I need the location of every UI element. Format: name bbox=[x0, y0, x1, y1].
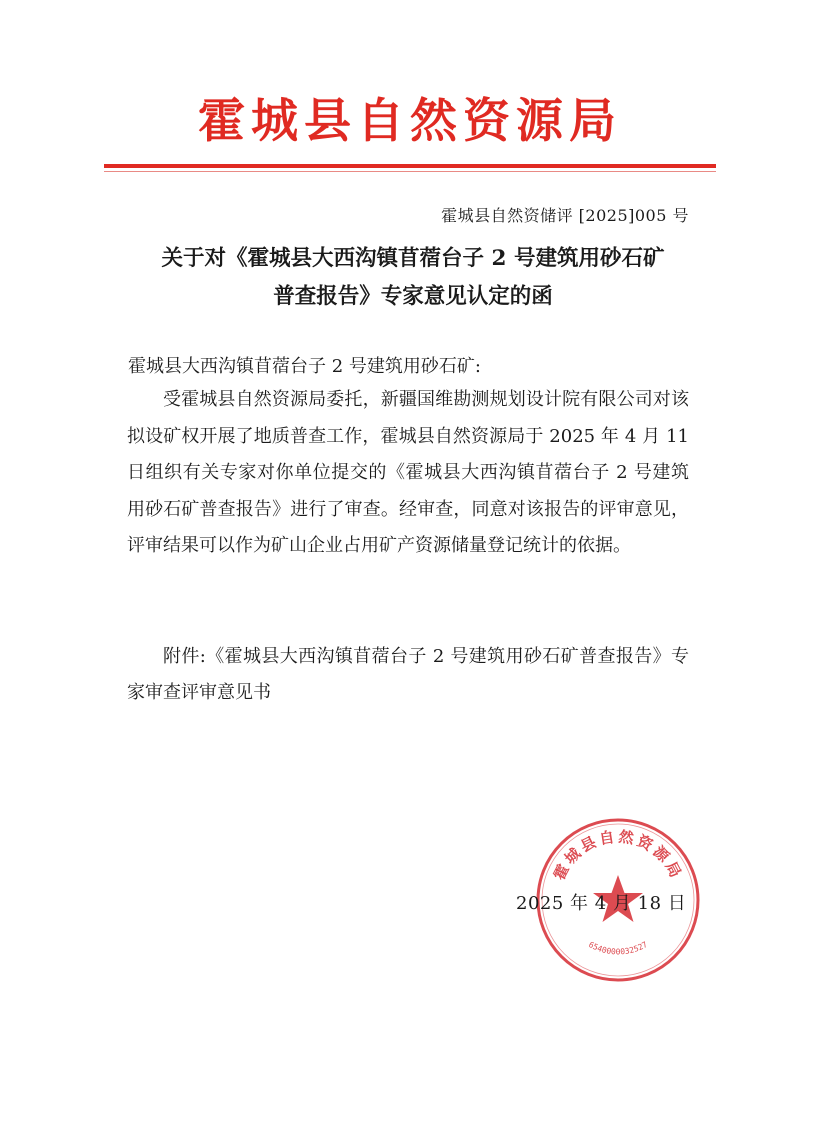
salutation: 霍城县大西沟镇苜蓿台子 2 号建筑用砂石矿: bbox=[128, 356, 481, 377]
document-number: 霍城县自然资储评 [2025]005 号 bbox=[441, 206, 689, 225]
document-title-line-1: 关于对《霍城县大西沟镇苜蓿台子 2 号建筑用砂石矿 bbox=[161, 246, 665, 271]
document-date: 2025 年 4 月 18 日 bbox=[516, 893, 687, 914]
document-title bbox=[118, 240, 708, 316]
document-title-line-2: 普查报告》专家意见认定的函 bbox=[273, 284, 553, 309]
letterhead-red-rule bbox=[104, 164, 716, 168]
body-paragraph: 受霍城县自然资源局委托，新疆国维勘测规划设计院有限公司对该拟设矿权开展了地质普查工作，霍城县自然资源局于 2025 年 4 月 11 日组织有关专家对你单位提交的《霍城县大西沟镇苜蓿台子 2 号建筑用砂石矿普查报告》进行了审查。经审查，同意对该报告的评审意见，评审结果可以作为矿山企业占用矿产资源储量登记统计的依据。 bbox=[127, 389, 689, 556]
seal-outer-text: 霍城县自然资源局 bbox=[550, 827, 686, 883]
agency-letterhead-title: 霍城县自然资源局 bbox=[198, 94, 622, 149]
letterhead-red-rule-thin bbox=[104, 171, 716, 172]
seal-number: 6540000032527 bbox=[587, 939, 649, 957]
attachment-note: 附件:《霍城县大西沟镇苜蓿台子 2 号建筑用砂石矿普查报告》专家审查评审意见书 bbox=[127, 646, 689, 703]
